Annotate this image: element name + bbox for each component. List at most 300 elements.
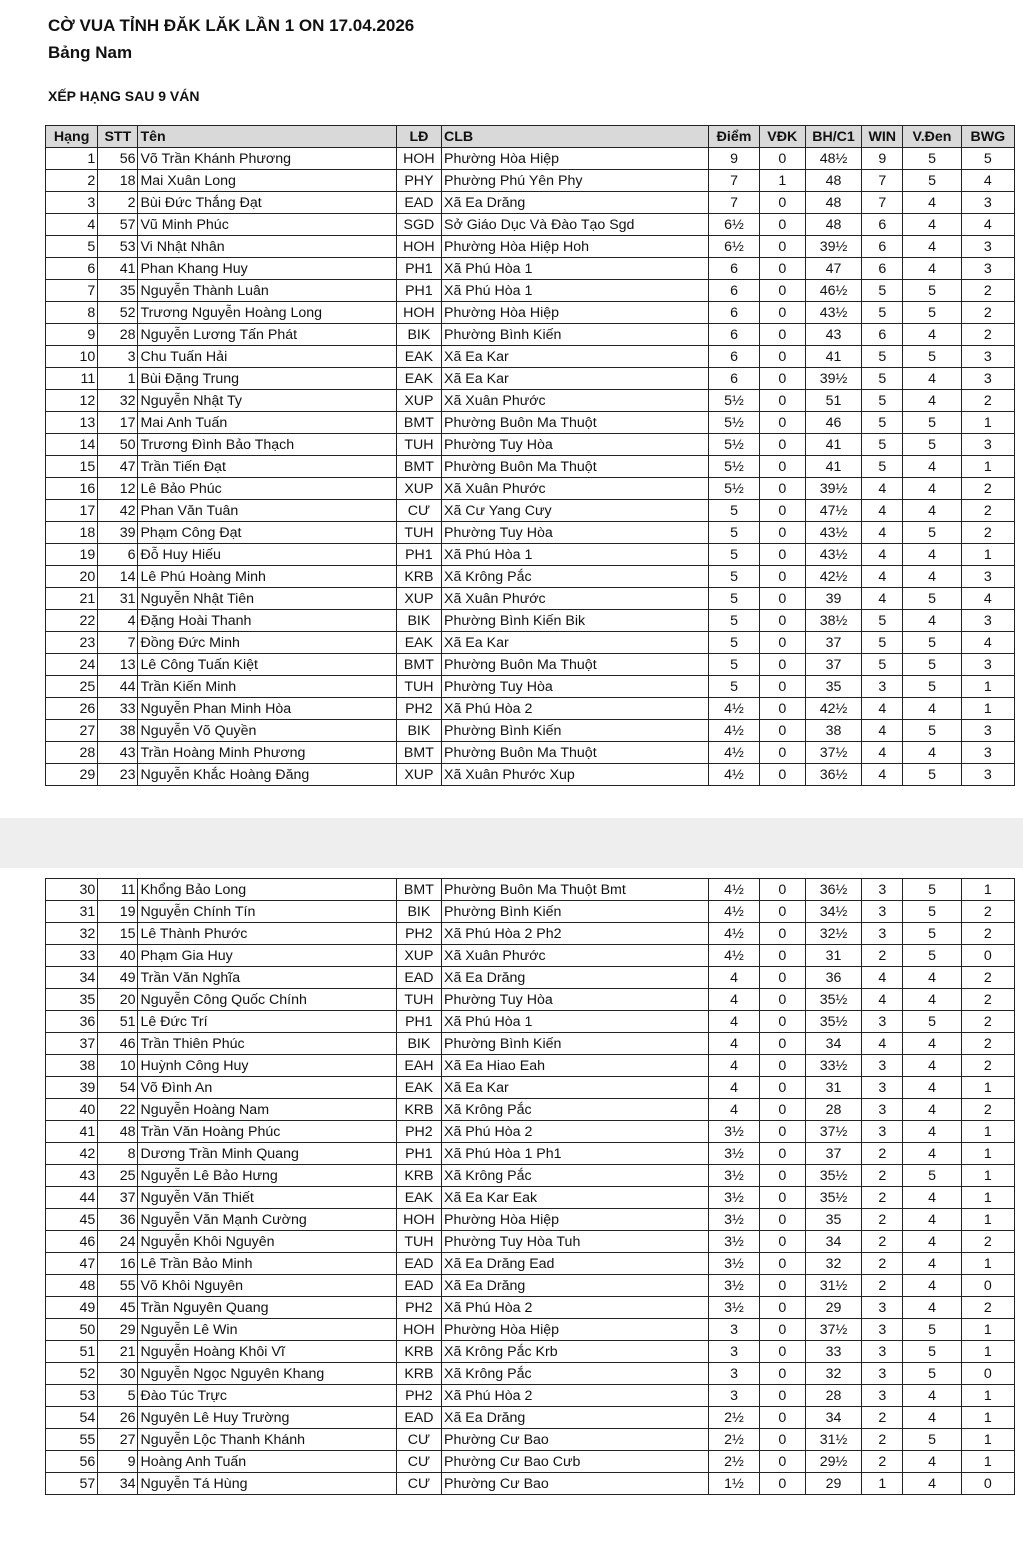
cell-bh-c1: 28 — [805, 1385, 861, 1407]
cell-bwg: 4 — [961, 588, 1014, 610]
table-row — [46, 967, 1015, 989]
cell-federation: KRB — [396, 1165, 441, 1187]
cell-stt: 34 — [98, 1473, 138, 1495]
cell-club: Xã Krông Pắc — [442, 1363, 709, 1385]
cell-rank: 57 — [46, 1473, 98, 1495]
cell-bh-c1: 41 — [805, 346, 861, 368]
cell-stt: 39 — [98, 522, 138, 544]
cell-vdk: 0 — [759, 901, 805, 923]
cell-bwg: 2 — [961, 923, 1014, 945]
cell-win: 6 — [862, 324, 903, 346]
cell-rank: 13 — [46, 412, 98, 434]
cell-points: 4½ — [709, 879, 759, 901]
cell-vdk: 1 — [759, 170, 805, 192]
cell-black-games: 5 — [903, 945, 961, 967]
cell-points: 1½ — [709, 1473, 759, 1495]
cell-name: Trương Đình Bảo Thạch — [138, 434, 396, 456]
cell-stt: 21 — [98, 1341, 138, 1363]
cell-vdk: 0 — [759, 1121, 805, 1143]
cell-federation: BMT — [396, 654, 441, 676]
cell-bwg: 3 — [961, 434, 1014, 456]
cell-win: 6 — [862, 236, 903, 258]
table-row — [46, 1297, 1015, 1319]
cell-bh-c1: 42½ — [805, 698, 861, 720]
table-row — [46, 764, 1015, 786]
cell-stt: 2 — [98, 192, 138, 214]
cell-win: 2 — [862, 1275, 903, 1297]
cell-win: 3 — [862, 879, 903, 901]
cell-name: Chu Tuấn Hải — [138, 346, 396, 368]
cell-bwg: 2 — [961, 500, 1014, 522]
cell-bh-c1: 31 — [805, 945, 861, 967]
cell-stt: 35 — [98, 280, 138, 302]
cell-vdk: 0 — [759, 1055, 805, 1077]
cell-name: Hoàng Anh Tuấn — [138, 1451, 396, 1473]
cell-bh-c1: 31½ — [805, 1429, 861, 1451]
cell-name: Đỗ Huy Hiếu — [138, 544, 396, 566]
cell-bh-c1: 38½ — [805, 610, 861, 632]
cell-win: 3 — [862, 1385, 903, 1407]
cell-club: Phường Tuy Hòa — [442, 522, 709, 544]
cell-federation: BMT — [396, 456, 441, 478]
cell-bwg: 2 — [961, 1231, 1014, 1253]
cell-win: 2 — [862, 1209, 903, 1231]
cell-name: Nguyễn Thành Luân — [138, 280, 396, 302]
cell-vdk: 0 — [759, 1077, 805, 1099]
cell-bwg: 0 — [961, 1363, 1014, 1385]
cell-bwg: 2 — [961, 1055, 1014, 1077]
cell-bwg: 2 — [961, 280, 1014, 302]
cell-stt: 43 — [98, 742, 138, 764]
cell-bh-c1: 48½ — [805, 148, 861, 170]
cell-rank: 35 — [46, 989, 98, 1011]
cell-points: 2½ — [709, 1429, 759, 1451]
cell-club: Phường Bình Kiến — [442, 324, 709, 346]
cell-vdk: 0 — [759, 1165, 805, 1187]
cell-bh-c1: 41 — [805, 434, 861, 456]
cell-federation: BMT — [396, 412, 441, 434]
cell-vdk: 0 — [759, 588, 805, 610]
cell-rank: 24 — [46, 654, 98, 676]
cell-federation: CƯ — [396, 1429, 441, 1451]
cell-rank: 20 — [46, 566, 98, 588]
table-row — [46, 654, 1015, 676]
cell-points: 5½ — [709, 478, 759, 500]
cell-win: 2 — [862, 1451, 903, 1473]
cell-win: 3 — [862, 1077, 903, 1099]
cell-vdk: 0 — [759, 500, 805, 522]
table-row — [46, 192, 1015, 214]
cell-bwg: 3 — [961, 720, 1014, 742]
cell-black-games: 4 — [903, 610, 961, 632]
cell-name: Nguyễn Hoàng Nam — [138, 1099, 396, 1121]
cell-win: 1 — [862, 1473, 903, 1495]
cell-stt: 31 — [98, 588, 138, 610]
cell-points: 6 — [709, 258, 759, 280]
cell-points: 5½ — [709, 434, 759, 456]
table-row — [46, 879, 1015, 901]
cell-black-games: 4 — [903, 390, 961, 412]
cell-federation: KRB — [396, 566, 441, 588]
cell-vdk: 0 — [759, 236, 805, 258]
cell-club: Xã Ea Drăng Ead — [442, 1253, 709, 1275]
cell-federation: HOH — [396, 236, 441, 258]
table-row — [46, 258, 1015, 280]
cell-stt: 44 — [98, 676, 138, 698]
cell-black-games: 4 — [903, 1451, 961, 1473]
cell-stt: 23 — [98, 764, 138, 786]
cell-vdk: 0 — [759, 280, 805, 302]
cell-bh-c1: 31½ — [805, 1275, 861, 1297]
cell-win: 4 — [862, 764, 903, 786]
cell-bh-c1: 48 — [805, 214, 861, 236]
table-row — [46, 1451, 1015, 1473]
cell-bh-c1: 36½ — [805, 879, 861, 901]
cell-points: 5 — [709, 676, 759, 698]
cell-bh-c1: 42½ — [805, 566, 861, 588]
cell-club: Xã Ea Drăng — [442, 1275, 709, 1297]
cell-win: 2 — [862, 1143, 903, 1165]
cell-points: 5 — [709, 522, 759, 544]
cell-vdk: 0 — [759, 1473, 805, 1495]
cell-bh-c1: 37½ — [805, 1121, 861, 1143]
cell-stt: 52 — [98, 302, 138, 324]
cell-bh-c1: 48 — [805, 170, 861, 192]
cell-name: Nguyễn Chính Tín — [138, 901, 396, 923]
cell-vdk: 0 — [759, 1187, 805, 1209]
cell-win: 5 — [862, 390, 903, 412]
cell-vdk: 0 — [759, 1253, 805, 1275]
cell-win: 3 — [862, 1363, 903, 1385]
cell-bwg: 0 — [961, 1275, 1014, 1297]
cell-rank: 1 — [46, 148, 98, 170]
cell-stt: 41 — [98, 258, 138, 280]
cell-name: Nguyễn Lộc Thanh Khánh — [138, 1429, 396, 1451]
cell-stt: 48 — [98, 1121, 138, 1143]
cell-bh-c1: 39½ — [805, 478, 861, 500]
cell-bh-c1: 35½ — [805, 1165, 861, 1187]
cell-win: 7 — [862, 170, 903, 192]
cell-rank: 33 — [46, 945, 98, 967]
cell-name: Phan Văn Tuân — [138, 500, 396, 522]
cell-bwg: 1 — [961, 456, 1014, 478]
cell-bwg: 1 — [961, 1121, 1014, 1143]
cell-stt: 5 — [98, 1385, 138, 1407]
cell-bwg: 1 — [961, 1451, 1014, 1473]
cell-rank: 42 — [46, 1143, 98, 1165]
table-row — [46, 1341, 1015, 1363]
cell-bh-c1: 33½ — [805, 1055, 861, 1077]
cell-vdk: 0 — [759, 148, 805, 170]
cell-rank: 11 — [46, 368, 98, 390]
cell-club: Xã Cư Yang Cưy — [442, 500, 709, 522]
cell-rank: 6 — [46, 258, 98, 280]
cell-bwg: 1 — [961, 1165, 1014, 1187]
table-row — [46, 522, 1015, 544]
cell-name: Trần Thiên Phúc — [138, 1033, 396, 1055]
cell-rank: 7 — [46, 280, 98, 302]
cell-bwg: 1 — [961, 1209, 1014, 1231]
cell-club: Xã Phú Hòa 2 Ph2 — [442, 923, 709, 945]
cell-win: 3 — [862, 1341, 903, 1363]
cell-bh-c1: 28 — [805, 1099, 861, 1121]
cell-vdk: 0 — [759, 214, 805, 236]
cell-federation: CƯ — [396, 500, 441, 522]
cell-points: 5½ — [709, 390, 759, 412]
cell-win: 4 — [862, 1033, 903, 1055]
cell-points: 4½ — [709, 720, 759, 742]
cell-federation: BMT — [396, 742, 441, 764]
cell-rank: 28 — [46, 742, 98, 764]
cell-vdk: 0 — [759, 923, 805, 945]
cell-rank: 51 — [46, 1341, 98, 1363]
cell-bwg: 1 — [961, 544, 1014, 566]
cell-club: Phường Cư Bao Cưb — [442, 1451, 709, 1473]
cell-stt: 18 — [98, 170, 138, 192]
table-row — [46, 1363, 1015, 1385]
cell-name: Lê Đức Trí — [138, 1011, 396, 1033]
cell-name: Nguyễn Ngọc Nguyên Khang — [138, 1363, 396, 1385]
cell-stt: 15 — [98, 923, 138, 945]
cell-name: Nguyễn Công Quốc Chính — [138, 989, 396, 1011]
cell-name: Trần Kiến Minh — [138, 676, 396, 698]
cell-rank: 26 — [46, 698, 98, 720]
table-row — [46, 1165, 1015, 1187]
cell-name: Võ Khôi Nguyên — [138, 1275, 396, 1297]
cell-club: Xã Xuân Phước Xup — [442, 764, 709, 786]
cell-bh-c1: 34 — [805, 1231, 861, 1253]
cell-black-games: 4 — [903, 1253, 961, 1275]
cell-federation: XUP — [396, 764, 441, 786]
cell-bwg: 2 — [961, 1033, 1014, 1055]
cell-vdk: 0 — [759, 192, 805, 214]
cell-black-games: 5 — [903, 1165, 961, 1187]
cell-name: Lê Bảo Phúc — [138, 478, 396, 500]
cell-rank: 39 — [46, 1077, 98, 1099]
cell-points: 6 — [709, 346, 759, 368]
header-club: CLB — [442, 126, 709, 148]
cell-bwg: 2 — [961, 324, 1014, 346]
cell-vdk: 0 — [759, 989, 805, 1011]
cell-bwg: 1 — [961, 412, 1014, 434]
cell-points: 4½ — [709, 945, 759, 967]
cell-rank: 3 — [46, 192, 98, 214]
cell-win: 3 — [862, 1297, 903, 1319]
table-row — [46, 566, 1015, 588]
cell-rank: 36 — [46, 1011, 98, 1033]
cell-stt: 57 — [98, 214, 138, 236]
table-row — [46, 236, 1015, 258]
cell-rank: 23 — [46, 632, 98, 654]
cell-win: 4 — [862, 967, 903, 989]
cell-club: Phường Tuy Hòa — [442, 989, 709, 1011]
cell-win: 3 — [862, 1099, 903, 1121]
cell-name: Khổng Bảo Long — [138, 879, 396, 901]
cell-black-games: 4 — [903, 566, 961, 588]
cell-rank: 2 — [46, 170, 98, 192]
table-row — [46, 1187, 1015, 1209]
cell-points: 6 — [709, 368, 759, 390]
cell-win: 2 — [862, 1429, 903, 1451]
cell-stt: 37 — [98, 1187, 138, 1209]
cell-vdk: 0 — [759, 566, 805, 588]
cell-vdk: 0 — [759, 412, 805, 434]
cell-points: 7 — [709, 170, 759, 192]
cell-points: 5 — [709, 500, 759, 522]
cell-black-games: 4 — [903, 1473, 961, 1495]
cell-federation: TUH — [396, 522, 441, 544]
cell-vdk: 0 — [759, 742, 805, 764]
cell-club: Xã Phú Hòa 1 — [442, 258, 709, 280]
cell-points: 6 — [709, 302, 759, 324]
cell-black-games: 4 — [903, 544, 961, 566]
cell-vdk: 0 — [759, 698, 805, 720]
cell-name: Nguyễn Nhật Ty — [138, 390, 396, 412]
cell-stt: 13 — [98, 654, 138, 676]
cell-name: Nguyễn Võ Quyền — [138, 720, 396, 742]
cell-club: Phường Buôn Ma Thuột — [442, 412, 709, 434]
cell-black-games: 4 — [903, 1275, 961, 1297]
cell-win: 5 — [862, 280, 903, 302]
cell-stt: 10 — [98, 1055, 138, 1077]
cell-win: 3 — [862, 901, 903, 923]
cell-federation: KRB — [396, 1099, 441, 1121]
cell-rank: 49 — [46, 1297, 98, 1319]
cell-stt: 1 — [98, 368, 138, 390]
cell-win: 5 — [862, 412, 903, 434]
table-header-row — [46, 126, 1015, 148]
header-bh-c1: BH/C1 — [805, 126, 861, 148]
cell-stt: 12 — [98, 478, 138, 500]
cell-black-games: 4 — [903, 192, 961, 214]
cell-points: 3½ — [709, 1275, 759, 1297]
cell-bh-c1: 41 — [805, 456, 861, 478]
cell-stt: 28 — [98, 324, 138, 346]
cell-name: Nguyễn Khôi Nguyên — [138, 1231, 396, 1253]
cell-win: 4 — [862, 989, 903, 1011]
cell-points: 3½ — [709, 1165, 759, 1187]
cell-club: Xã Ea Hiao Eah — [442, 1055, 709, 1077]
cell-bwg: 3 — [961, 742, 1014, 764]
cell-black-games: 5 — [903, 676, 961, 698]
cell-bh-c1: 36 — [805, 967, 861, 989]
cell-vdk: 0 — [759, 544, 805, 566]
cell-win: 5 — [862, 610, 903, 632]
cell-points: 4½ — [709, 923, 759, 945]
cell-club: Phường Tuy Hòa — [442, 434, 709, 456]
cell-federation: BIK — [396, 720, 441, 742]
cell-federation: TUH — [396, 676, 441, 698]
cell-vdk: 0 — [759, 1385, 805, 1407]
cell-club: Xã Ea Kar — [442, 368, 709, 390]
cell-name: Phạm Gia Huy — [138, 945, 396, 967]
cell-club: Sở Giáo Dục Và Đào Tạo Sgd — [442, 214, 709, 236]
cell-bh-c1: 35½ — [805, 1187, 861, 1209]
cell-bh-c1: 46 — [805, 412, 861, 434]
cell-rank: 9 — [46, 324, 98, 346]
cell-win: 3 — [862, 1055, 903, 1077]
cell-name: Nguyễn Tá Hùng — [138, 1473, 396, 1495]
cell-federation: HOH — [396, 148, 441, 170]
cell-win: 4 — [862, 742, 903, 764]
cell-vdk: 0 — [759, 1033, 805, 1055]
cell-federation: KRB — [396, 1341, 441, 1363]
cell-club: Xã Phú Hòa 1 — [442, 544, 709, 566]
cell-rank: 22 — [46, 610, 98, 632]
cell-bh-c1: 47½ — [805, 500, 861, 522]
cell-federation: HOH — [396, 1209, 441, 1231]
cell-stt: 55 — [98, 1275, 138, 1297]
cell-rank: 43 — [46, 1165, 98, 1187]
cell-points: 4 — [709, 1011, 759, 1033]
cell-name: Trần Văn Nghĩa — [138, 967, 396, 989]
table-row — [46, 989, 1015, 1011]
table-row — [46, 324, 1015, 346]
cell-vdk: 0 — [759, 434, 805, 456]
cell-bwg: 2 — [961, 967, 1014, 989]
cell-bh-c1: 35 — [805, 1209, 861, 1231]
cell-club: Xã Ea Drăng — [442, 192, 709, 214]
cell-bwg: 1 — [961, 1407, 1014, 1429]
cell-club: Phường Cư Bao — [442, 1429, 709, 1451]
cell-club: Xã Ea Kar — [442, 346, 709, 368]
cell-federation: EAK — [396, 632, 441, 654]
cell-black-games: 5 — [903, 764, 961, 786]
cell-club: Xã Phú Hòa 2 — [442, 1297, 709, 1319]
cell-black-games: 5 — [903, 720, 961, 742]
table-row — [46, 1385, 1015, 1407]
cell-points: 6 — [709, 280, 759, 302]
header-win: WIN — [862, 126, 903, 148]
cell-vdk: 0 — [759, 676, 805, 698]
cell-bwg: 1 — [961, 1143, 1014, 1165]
table-row — [46, 434, 1015, 456]
cell-stt: 46 — [98, 1033, 138, 1055]
page-break-gap — [0, 818, 1023, 868]
cell-black-games: 4 — [903, 456, 961, 478]
cell-points: 5 — [709, 610, 759, 632]
cell-federation: KRB — [396, 1363, 441, 1385]
cell-name: Nguyễn Hoàng Khôi Vĩ — [138, 1341, 396, 1363]
cell-bh-c1: 37½ — [805, 742, 861, 764]
cell-stt: 24 — [98, 1231, 138, 1253]
table-row — [46, 1121, 1015, 1143]
cell-bh-c1: 43 — [805, 324, 861, 346]
cell-vdk: 0 — [759, 1407, 805, 1429]
cell-club: Xã Ea Kar — [442, 632, 709, 654]
cell-win: 3 — [862, 1319, 903, 1341]
cell-name: Trần Hoàng Minh Phương — [138, 742, 396, 764]
cell-black-games: 5 — [903, 346, 961, 368]
cell-rank: 50 — [46, 1319, 98, 1341]
cell-win: 9 — [862, 148, 903, 170]
cell-stt: 30 — [98, 1363, 138, 1385]
cell-black-games: 4 — [903, 214, 961, 236]
cell-black-games: 5 — [903, 1011, 961, 1033]
cell-rank: 4 — [46, 214, 98, 236]
cell-bwg: 3 — [961, 192, 1014, 214]
cell-bh-c1: 32½ — [805, 923, 861, 945]
cell-points: 5½ — [709, 456, 759, 478]
cell-black-games: 5 — [903, 1363, 961, 1385]
cell-rank: 5 — [46, 236, 98, 258]
cell-federation: XUP — [396, 390, 441, 412]
cell-club: Phường Bình Kiến — [442, 901, 709, 923]
cell-black-games: 4 — [903, 1077, 961, 1099]
cell-name: Lê Thành Phước — [138, 923, 396, 945]
cell-win: 3 — [862, 676, 903, 698]
cell-bh-c1: 43½ — [805, 522, 861, 544]
